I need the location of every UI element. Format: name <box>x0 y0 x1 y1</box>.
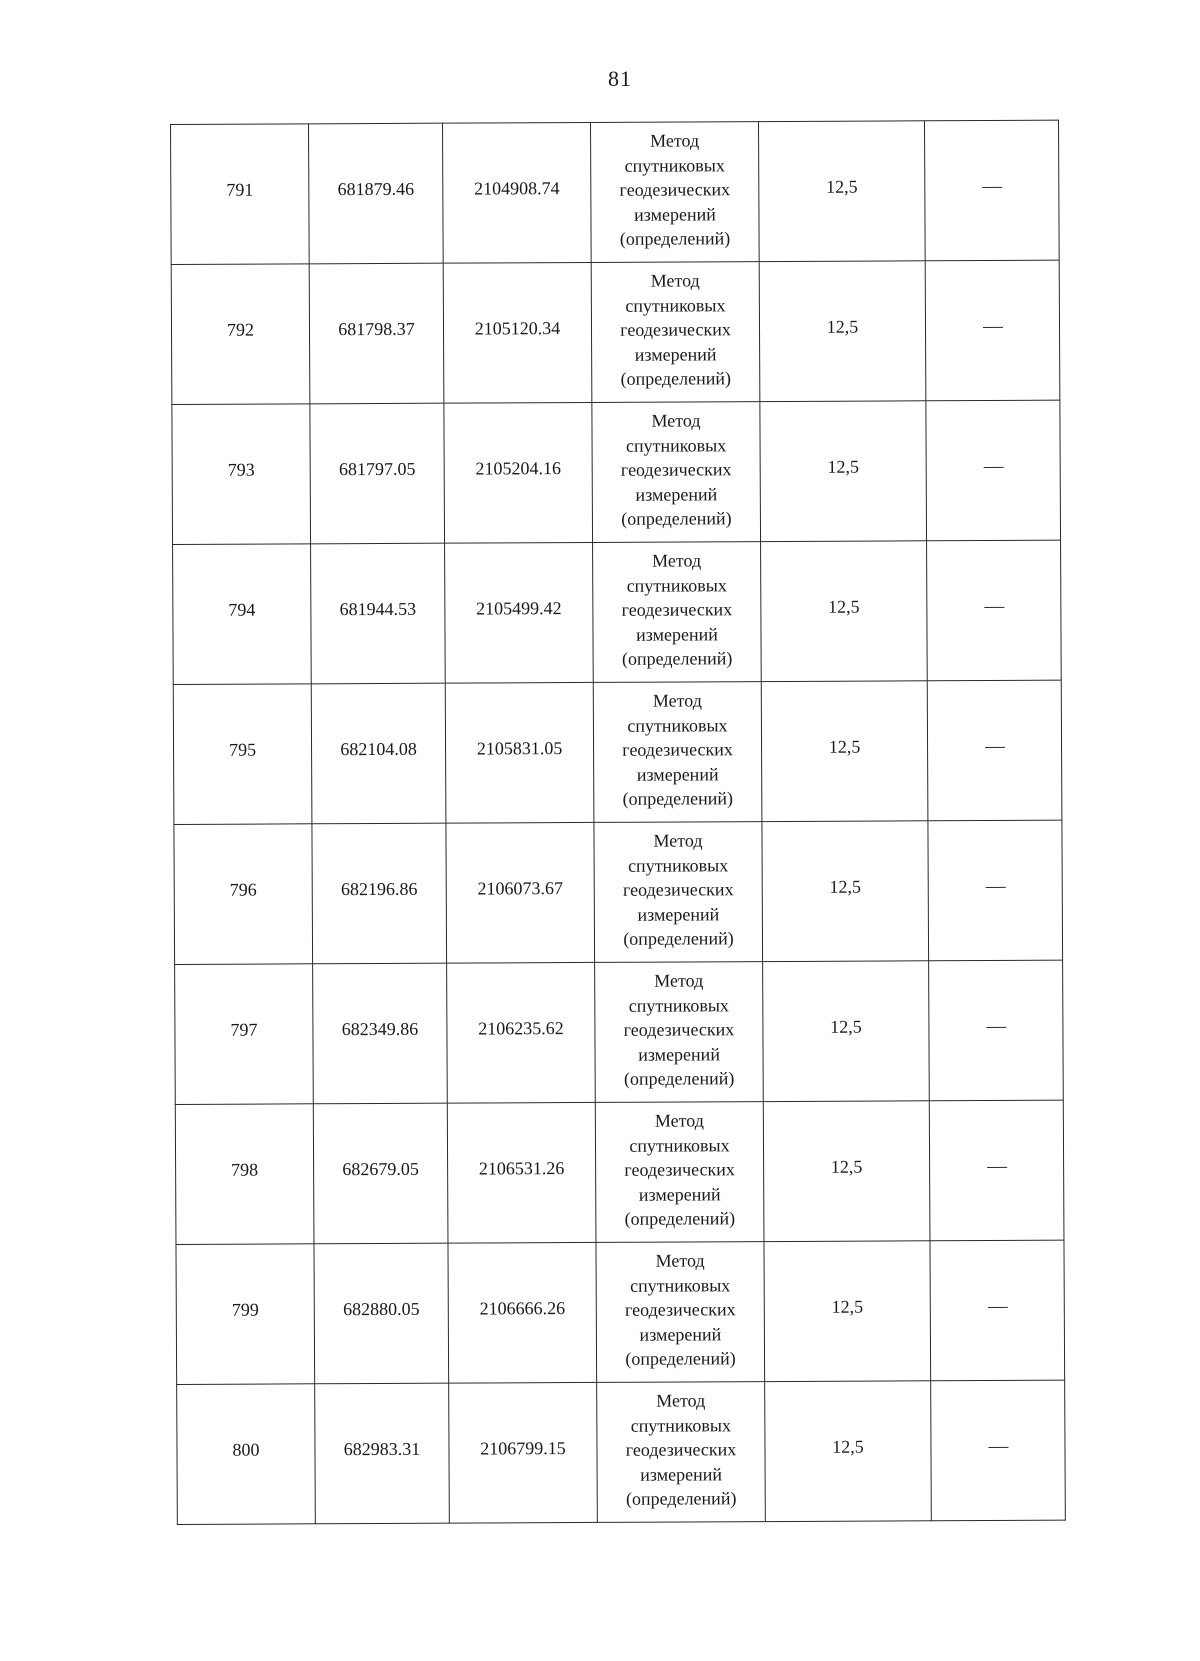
y-coordinate-cell <box>442 122 591 263</box>
table-row <box>171 120 1060 264</box>
dash-mark <box>982 187 1002 188</box>
method-line: геодезических <box>619 179 731 201</box>
dash-mark <box>985 747 1005 748</box>
y-coordinate-cell <box>448 1242 597 1383</box>
x-coordinate-cell-text: 682104.08 <box>340 738 417 760</box>
method-line: спутниковых <box>626 575 727 596</box>
y-coordinate-cell <box>443 262 592 403</box>
dash-mark <box>983 467 1003 468</box>
method-line: геодезических <box>620 459 732 481</box>
method-line: (определений) <box>625 1488 737 1510</box>
y-coordinate-cell-text: 2106531.26 <box>478 1158 565 1179</box>
method-cell <box>595 1102 764 1243</box>
x-coordinate-cell-text: 682349.86 <box>341 1018 419 1040</box>
point-number-cell <box>174 824 313 965</box>
method-line: Метод <box>651 410 701 431</box>
method-line: измерений <box>636 764 719 785</box>
table-row <box>175 1100 1064 1244</box>
table-row <box>173 680 1062 824</box>
x-coordinate-cell-text: 682983.31 <box>343 1438 421 1460</box>
dash-mark <box>988 1447 1008 1448</box>
point-number-cell-text: 800 <box>232 1439 260 1460</box>
accuracy-cell-text: 12,5 <box>828 736 861 757</box>
method-line: геодезических <box>623 1019 735 1041</box>
method-cell <box>593 682 762 823</box>
point-number-cell-text: 796 <box>229 879 257 900</box>
x-coordinate-cell <box>313 963 448 1104</box>
point-number-cell-text: 799 <box>231 1299 259 1320</box>
point-number-cell <box>177 1384 316 1525</box>
dash-cell <box>927 680 1062 821</box>
dash-cell <box>926 400 1061 541</box>
method-line: Метод <box>653 830 703 851</box>
dash-cell <box>931 1380 1066 1521</box>
y-coordinate-cell <box>447 962 596 1103</box>
table-row <box>172 400 1061 544</box>
x-coordinate-cell-text: 682679.05 <box>342 1158 419 1180</box>
method-text <box>592 408 760 531</box>
method-line: измерений <box>634 204 716 225</box>
y-coordinate-cell-text: 2106073.67 <box>477 878 564 899</box>
x-coordinate-cell <box>315 1383 450 1524</box>
method-line: измерений <box>634 344 717 365</box>
accuracy-cell <box>765 1381 932 1522</box>
method-line: (определений) <box>621 508 732 530</box>
coordinates-table <box>170 120 1066 1525</box>
x-coordinate-cell-text: 681798.37 <box>338 318 415 340</box>
method-line: (определений) <box>621 648 733 670</box>
accuracy-cell <box>759 261 926 402</box>
method-cell <box>591 262 760 403</box>
dash-cell <box>929 1100 1064 1241</box>
y-coordinate-cell <box>447 1102 596 1243</box>
method-line: геодезических <box>622 739 733 761</box>
method-text <box>594 688 762 811</box>
method-line: спутниковых <box>627 855 729 876</box>
x-coordinate-cell <box>311 543 446 684</box>
dash-cell <box>924 120 1059 261</box>
x-coordinate-cell <box>312 823 447 964</box>
method-text <box>595 968 763 1091</box>
accuracy-cell-text: 12,5 <box>828 596 860 617</box>
method-line: (определений) <box>623 928 734 950</box>
table-row <box>175 960 1064 1104</box>
y-coordinate-cell <box>444 402 593 543</box>
method-line: спутниковых <box>625 295 726 316</box>
method-line: измерений <box>638 1044 720 1065</box>
method-line: измерений <box>635 484 718 505</box>
table-row <box>174 820 1063 964</box>
method-line: геодезических <box>624 1159 735 1181</box>
y-coordinate-cell-text: 2105831.05 <box>476 738 563 759</box>
method-line: Метод <box>652 550 702 571</box>
method-cell <box>593 542 762 683</box>
table-row <box>173 540 1062 684</box>
method-line: спутниковых <box>628 995 729 1016</box>
method-line: измерений <box>640 1464 723 1485</box>
accuracy-cell-text: 12,5 <box>829 876 862 897</box>
x-coordinate-cell-text: 681797.05 <box>338 458 416 480</box>
method-line: измерений <box>638 1184 721 1205</box>
point-number-cell <box>175 964 314 1105</box>
method-line: (определений) <box>622 788 734 810</box>
point-number-cell <box>176 1244 315 1385</box>
method-line: Метод <box>654 1110 704 1131</box>
point-number-cell-text: 798 <box>231 1159 259 1180</box>
method-line: геодезических <box>620 319 731 341</box>
accuracy-cell <box>758 121 925 262</box>
dash-cell <box>928 820 1063 961</box>
method-line: (определений) <box>619 228 731 250</box>
method-text <box>593 548 761 671</box>
point-number-cell <box>172 404 311 545</box>
point-number-cell <box>171 124 310 265</box>
dash-cell <box>927 540 1062 681</box>
y-coordinate-cell-text: 2105120.34 <box>474 318 561 339</box>
point-number-cell <box>173 684 312 825</box>
method-line: спутниковых <box>624 155 725 176</box>
method-line: геодезических <box>622 879 734 901</box>
accuracy-cell-text: 12,5 <box>832 1436 864 1457</box>
dash-mark <box>986 1027 1006 1028</box>
x-coordinate-cell-text: 682880.05 <box>342 1298 420 1320</box>
accuracy-cell <box>763 1101 930 1242</box>
method-cell <box>595 962 764 1103</box>
method-line: геодезических <box>624 1299 736 1321</box>
table-row <box>171 260 1060 404</box>
method-line: геодезических <box>625 1439 737 1461</box>
accuracy-cell-text: 12,5 <box>830 1156 863 1177</box>
method-line: (определений) <box>620 368 731 390</box>
y-coordinate-cell <box>445 682 594 823</box>
dash-mark <box>985 887 1005 888</box>
dash-mark <box>984 607 1004 608</box>
dash-mark <box>987 1167 1007 1168</box>
method-line: измерений <box>639 1324 722 1345</box>
point-number-cell-text: 795 <box>229 739 257 760</box>
accuracy-cell-text: 12,5 <box>826 316 859 337</box>
method-line: Метод <box>656 1390 706 1411</box>
y-coordinate-cell-text: 2106666.26 <box>479 1298 566 1319</box>
point-number-cell-text: 793 <box>227 459 255 480</box>
method-text <box>591 128 759 251</box>
method-line: измерений <box>637 904 720 925</box>
x-coordinate-cell <box>314 1243 449 1384</box>
accuracy-cell <box>762 821 929 962</box>
method-line: спутниковых <box>627 715 728 736</box>
method-text <box>594 828 762 951</box>
method-cell <box>592 402 761 543</box>
table-row <box>176 1240 1065 1384</box>
method-line: Метод <box>650 270 700 291</box>
accuracy-cell-text: 12,5 <box>827 456 859 477</box>
y-coordinate-cell <box>445 542 594 683</box>
y-coordinate-cell-text: 2105499.42 <box>476 598 562 619</box>
point-number-cell-text: 792 <box>226 319 255 340</box>
point-number-cell-text: 794 <box>228 599 256 620</box>
method-cell <box>597 1382 766 1523</box>
point-number-cell-text: 797 <box>230 1019 258 1040</box>
method-cell <box>590 122 759 263</box>
method-line: геодезических <box>621 599 733 621</box>
method-text <box>592 268 760 391</box>
accuracy-cell <box>761 681 928 822</box>
x-coordinate-cell-text: 681879.46 <box>337 178 415 200</box>
table-row <box>177 1380 1066 1524</box>
accuracy-cell <box>763 961 930 1102</box>
accuracy-cell <box>761 541 928 682</box>
x-coordinate-cell <box>309 123 444 264</box>
y-coordinate-cell-text: 2104908.74 <box>474 178 560 199</box>
dash-cell <box>930 1240 1065 1381</box>
point-number-cell <box>173 544 312 685</box>
y-coordinate-cell <box>449 1382 598 1523</box>
dash-cell <box>925 260 1060 401</box>
x-coordinate-cell <box>313 1103 448 1244</box>
accuracy-cell-text: 12,5 <box>826 176 858 197</box>
method-line: спутниковых <box>630 1415 732 1436</box>
x-coordinate-cell <box>311 683 446 824</box>
dash-mark <box>983 327 1003 328</box>
method-line: (определений) <box>623 1068 735 1090</box>
method-line: измерений <box>636 624 718 645</box>
y-coordinate-cell-text: 2106799.15 <box>480 1438 566 1459</box>
y-coordinate-cell-text: 2106235.62 <box>478 1018 564 1039</box>
dash-mark <box>987 1307 1007 1308</box>
point-number-cell-text: 791 <box>226 179 254 200</box>
method-text <box>597 1248 765 1371</box>
method-text <box>597 1388 765 1511</box>
accuracy-cell <box>764 1241 931 1382</box>
method-line: (определений) <box>624 1208 736 1230</box>
method-line: спутниковых <box>629 1135 730 1156</box>
x-coordinate-cell-text: 681944.53 <box>339 598 417 620</box>
point-number-cell <box>171 264 310 405</box>
method-line: Метод <box>654 970 704 991</box>
point-number-cell <box>175 1104 314 1245</box>
y-coordinate-cell <box>446 822 595 963</box>
page-number: 81 <box>608 66 632 91</box>
y-coordinate-cell-text: 2105204.16 <box>475 458 561 479</box>
method-text <box>596 1108 764 1231</box>
x-coordinate-cell <box>309 263 444 404</box>
table-body <box>171 120 1066 1524</box>
dash-cell <box>929 960 1064 1101</box>
method-line: Метод <box>650 130 700 151</box>
method-cell <box>594 822 763 963</box>
method-line: спутниковых <box>630 1275 731 1296</box>
x-coordinate-cell <box>310 403 445 544</box>
x-coordinate-cell-text: 682196.86 <box>340 878 418 900</box>
method-cell <box>596 1242 765 1383</box>
method-line: спутниковых <box>625 435 727 456</box>
method-line: (определений) <box>625 1348 736 1370</box>
method-line: Метод <box>652 690 702 711</box>
method-line: Метод <box>655 1250 705 1271</box>
accuracy-cell <box>760 401 927 542</box>
accuracy-cell-text: 12,5 <box>831 1296 864 1317</box>
accuracy-cell-text: 12,5 <box>830 1016 862 1037</box>
